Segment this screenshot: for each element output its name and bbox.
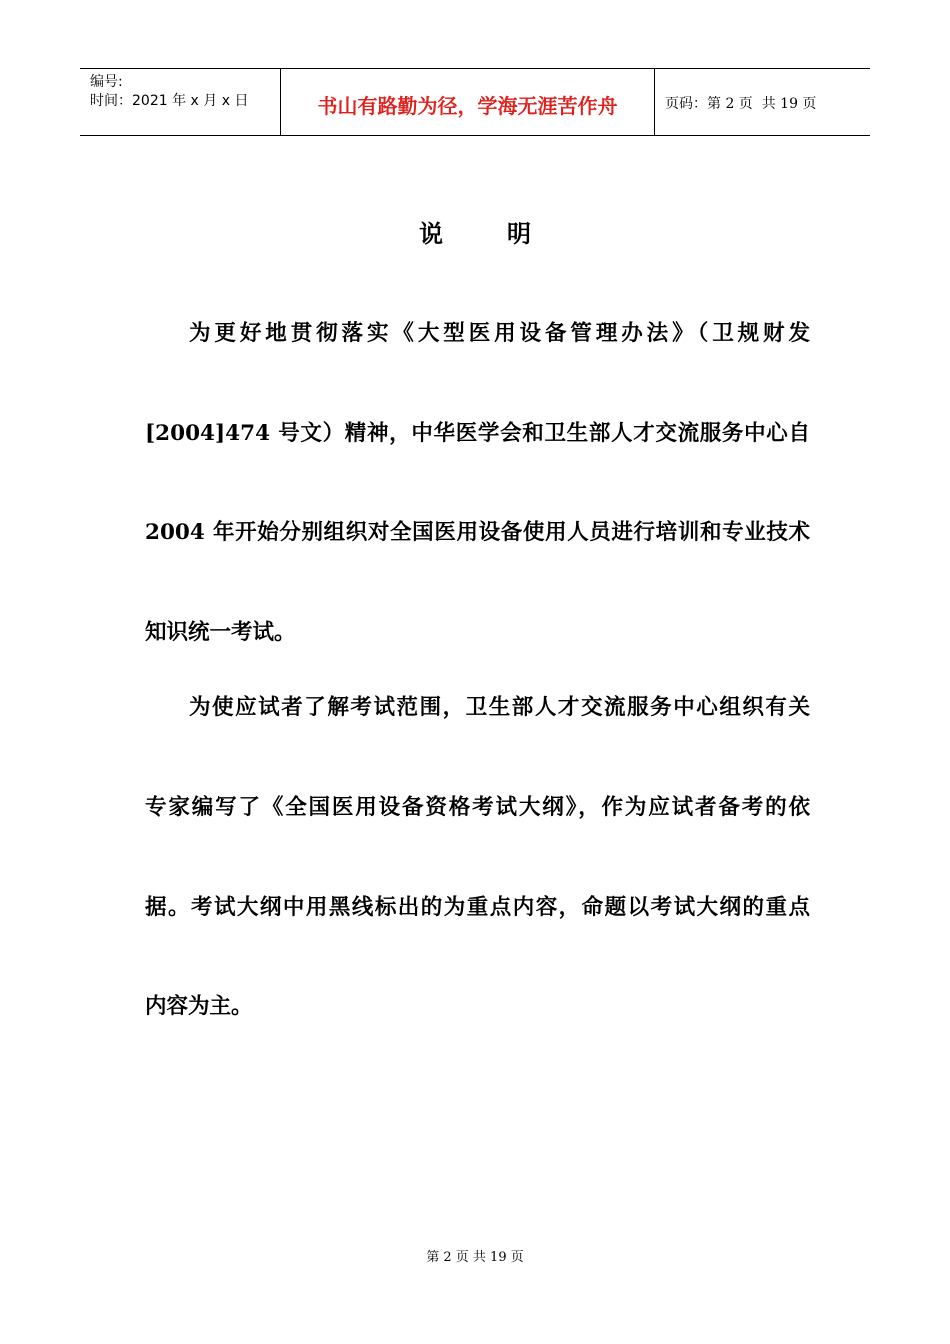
paragraph-1-line-2: [2004]474 号文）精神，中华医学会和卫生部人才交流服务中心自 [145, 421, 810, 446]
paragraph-2-line-1: 为使应试者了解考试范围，卫生部人才交流服务中心组织有关 [189, 695, 810, 720]
title-char-1: 说 [419, 219, 443, 248]
header-page-info-text: 页码：第 2 页 共 19 页 [665, 96, 817, 112]
paragraph-1-line-3: 2004 年开始分别组织对全国医用设备使用人员进行培训和专业技术 [145, 520, 810, 545]
paragraph-1-line-4: 知识统一考试。 [145, 620, 296, 645]
header-meta [80, 69, 281, 135]
document-time-label: 时间：2021 年 x 月 x 日 [90, 93, 249, 109]
page-footer: 第 2 页 共 19 页 [426, 1250, 524, 1265]
page-header [80, 68, 870, 136]
paragraph-2-line-2: 专家编写了《全国医用设备资格考试大纲》，作为应试者备考的依 [145, 795, 810, 820]
paragraph-2-line-4: 内容为主。 [145, 994, 253, 1019]
title-char-2: 明 [507, 219, 531, 248]
header-page-info [655, 69, 870, 135]
paragraph-2-line-3: 据。考试大纲中用黑线标出的为重点内容，命题以考试大纲的重点 [145, 895, 810, 920]
document-number-label: 编号: [90, 74, 123, 90]
paragraph-1-line-1: 为更好地贯彻落实《大型医用设备管理办法》（卫规财发 [189, 321, 810, 346]
page-title [0, 214, 950, 249]
header-motto: 书山有路勤为径，学海无涯苦作舟 [281, 69, 655, 135]
